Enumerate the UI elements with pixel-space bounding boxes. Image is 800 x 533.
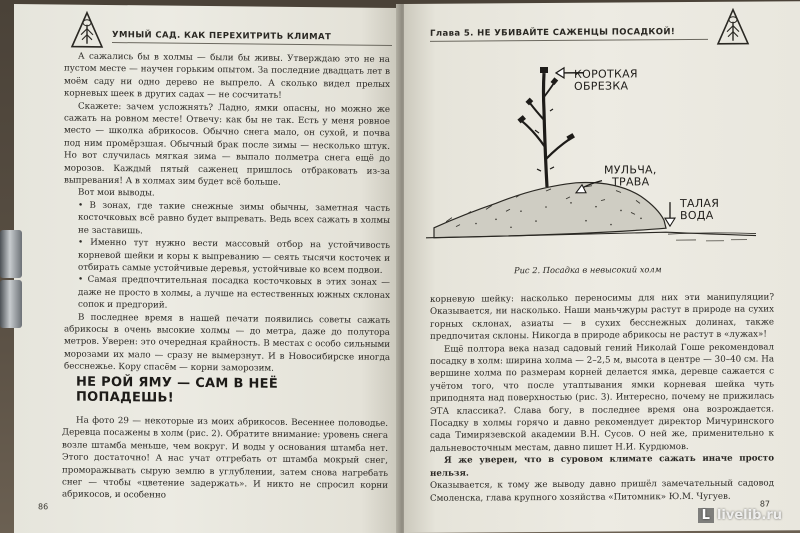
left-text-bottom <box>62 415 388 505</box>
page-number: 86 <box>38 502 49 512</box>
bullet-paragraph: • В зонах, где такие снежные зимы обычны, заметная часть косточковых всё равно будет выпревать. Ведь всех сажать в холмы не заставишь. <box>64 199 390 240</box>
metal-clip-top <box>0 230 22 278</box>
watermark-text: livelib.ru <box>716 508 782 523</box>
paragraph: На фото 29 — некоторые из моих абрикосов. Весеннее половодье. Деревца посажены в холм (рис. 2). Обратите внимание: уровень снега возле штамба меньше, чем вокруг. И воды у основания штамба нет. Этого достаточно! А нас учат отгребать от штамба мокрый снег, проморажывать сырую землю в углублении, затем снова нагребать снег — чтобы «цветение задержать». И никто не спросил корни абрикосов, и особенно <box>62 415 388 502</box>
paragraph: Ещё полтора века назад садовый гений Николай Гоше рекомендовал посадку в холм: ширина холма — 2–2,5 м, высота в центре — 30–40 см. На вершине холма по размерам корней делается ямка, деревце сажается с учётом того, что после утаптывания ямки корневая шейка чуть приподнята над поверхностью (рис. 3). Интересно, почему не прижилась ЭТА классика?. Слава богу, в последнее время она возрождается. Посадку в холмы горячо и давно рекомендует директор Мичуринского сада Тимирязевской академии В.Н. Сусов. О ней же, применительно к дальневосточным местам, давно пишет Н.И. Курдюмов. <box>430 342 774 454</box>
bullet-paragraph: • Именно тут нужно вести массовый отбор на устойчивость корневой шейки и коры к выпреванию — сеять тысячи косточек и отбирать самые устойчивые деревья, устойчивые ко всем подвои. <box>64 237 390 278</box>
right-page <box>404 1 800 533</box>
running-header: Глава 5. НЕ УБИВАЙТЕ САЖЕНЦЫ ПОСАДКОЙ! <box>430 24 708 42</box>
paragraph: А сажались бы в холмы — были бы живы. Утверждаю это не на пустом месте — научен горьким опытом. За последние двадцать лет в моём саду ни одно дерево не выпрело. А сколько видел прелых корневых шеек в других садах — не сосчитать! <box>64 51 390 102</box>
paragraph: Я же уверен, что в суровом климате сажать иначе просто нельзя. <box>430 453 774 479</box>
tree-pyramid-logo-icon <box>716 8 750 48</box>
section-title: НЕ РОЙ ЯМУ — САМ В НЕЁ ПОПАДЕШЬ! <box>76 374 279 406</box>
figure-caption: Рис 2. Посадка в невысокий холм <box>514 264 662 276</box>
bullet-paragraph: • Самая предпочтительная посадка косточковых в этих зонах — даже не просто в холмы, а лучше на естественных южных склонах сопок и предгорий. <box>64 274 390 315</box>
paragraph: В последнее время в нашей печати появились советы сажать абрикосы в очень высокие холмы — до метра, даже до полутора метров. Уверен: это очередная крайность. В местах с особо сильными морозами их мало — сразу не вымерзнут. И в Новосибирске иногда бесснежье. Кору спасём — корни заморозим. <box>64 312 390 374</box>
right-text <box>430 291 774 504</box>
open-book <box>14 4 800 533</box>
running-header: УМНЫЙ САД. КАК ПЕРЕХИТРИТЬ КЛИМАТ <box>112 27 392 46</box>
paragraph: Скажете: зачем усложнять? Ладно, ямки опасны, но можно же сажать на ровном месте! Отвечу: как бы не так. Есть у меня ровное место — школка абрикосов. Обычно снега мало, он сухой, и почва под ним промёрзшая. Обычный брак после зимы — несколько штук. Но вот случилась мягкая зима — выпало полметра снега ещё до морозов. Каждый пятый саженец пришлось отбраковать из-за выпревания! А в холмах зим будет всё больше. <box>64 101 390 188</box>
label-mulch-grass: МУЛЬЧА, ТРАВА <box>604 163 657 189</box>
livelib-watermark <box>698 508 782 523</box>
tree-pyramid-logo-icon <box>70 11 104 51</box>
paragraph: Вот мои выводы. <box>78 188 155 199</box>
page-number: 87 <box>759 499 770 509</box>
left-text-top <box>64 51 390 377</box>
paragraph: корневую шейку: насколько переносимы для них эти манипуляции? Оказывается, ни насколько. Наши маньчжуры растут в природе на сухих горных склонах, азиаты — в сухих бесснежных долинах, также предпочитая склоны. Никогда в природе абрикосы не растут в «лужах»! <box>430 292 774 343</box>
metal-clip-bottom <box>0 280 22 328</box>
paragraph: Оказывается, к тому же выводу давно пришёл замечательный садовод Смоленска, глава крупного хозяйства «Питомник» Ю.М. Чугуев. <box>430 478 774 504</box>
livelib-logo-icon: L <box>698 508 714 523</box>
left-page <box>14 4 400 533</box>
label-melt-water: ТАЛАЯ ВОДА <box>680 196 720 223</box>
label-short-pruning: КОРОТКАЯ ОБРЕЗКА <box>574 67 638 93</box>
